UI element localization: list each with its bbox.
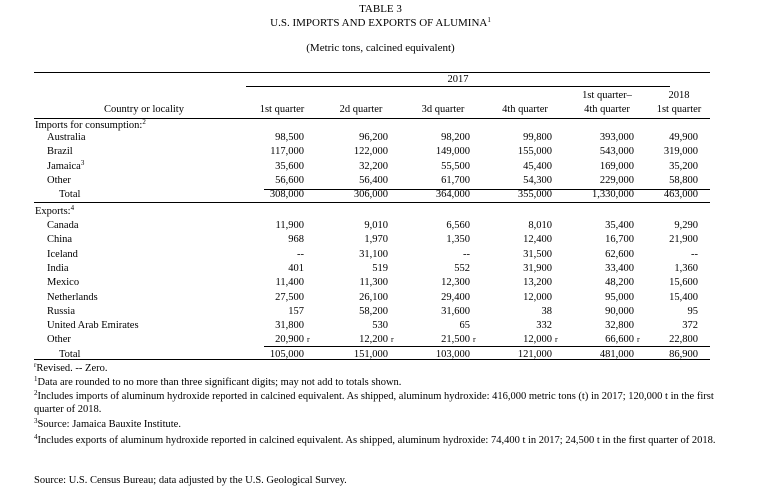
title-footnote-marker: 1 (487, 16, 491, 24)
imports-value-cell: 54,300 (523, 174, 552, 186)
exports-value-cell: 31,100 (359, 248, 388, 260)
exports-value-cell: 15,600 (669, 277, 698, 289)
exports-value-cell: 95,000 (605, 291, 634, 303)
imports-value-cell: 32,200 (359, 160, 388, 172)
revised-marker: r (555, 335, 558, 345)
imports-value-cell: 393,000 (599, 132, 634, 143)
imports-value-cell: 319,000 (663, 146, 698, 158)
exports-value-cell: 12,400 (523, 234, 552, 246)
exports-row-label: Iceland (47, 248, 78, 260)
year-2017-rule (246, 86, 670, 87)
exports-value-cell: 62,600 (605, 248, 634, 260)
imports-row-label: Other (47, 174, 71, 186)
exports-value-cell: 16,700 (605, 234, 634, 246)
q1-header: 1st quarter (259, 104, 305, 115)
exports-row-label: India (47, 262, 69, 274)
exports-section-label: Exports:$^4$ (35, 204, 75, 217)
exports-value-cell: 21,900 (669, 234, 698, 246)
exports-row-label: China (47, 234, 73, 246)
imports-value-cell: 35,200 (669, 160, 698, 172)
exports-value-cell: 157 (288, 305, 304, 317)
exports-value-cell: 552 (454, 262, 470, 274)
exports-value-cell: 27,500 (275, 291, 304, 303)
imports-row-label: Australia (47, 132, 86, 143)
imports-bottom-rule (34, 202, 710, 203)
exports-value-cell: 38 (541, 305, 552, 317)
revised-marker: r (473, 335, 476, 345)
imports-value-cell: 55,500 (441, 160, 470, 172)
exports-value-cell: 65 (459, 320, 470, 332)
exports-value-cell: 95 (687, 305, 698, 317)
exports-value-cell: 58,200 (359, 305, 388, 317)
imports-value-cell: 543,000 (599, 146, 634, 158)
range-header-line1: 1st quarter– (582, 90, 632, 101)
footnote-3: $^3$Source: Jamaica Bauxite Institute. (34, 417, 181, 430)
exports-value-cell: 481,000 (599, 348, 634, 360)
exports-value-cell: 332 (536, 320, 552, 332)
exports-value-cell: 12,000 r (523, 334, 558, 346)
imports-value-cell: 308,000 (269, 189, 304, 201)
exports-value-cell: 9,290 (674, 220, 698, 231)
exports-row-label: Other (47, 334, 71, 346)
range-header-line2: 4th quarter (584, 104, 630, 115)
exports-value-cell: 13,200 (523, 277, 552, 289)
exports-value-cell: 31,800 (275, 320, 304, 332)
exports-value-cell: 9,010 (364, 220, 388, 231)
exports-value-cell: 1,360 (674, 262, 698, 274)
exports-value-cell: 6,560 (446, 220, 470, 231)
exports-value-cell: 31,500 (523, 248, 552, 260)
table-title: U.S. IMPORTS AND EXPORTS OF ALUMINA$^1$ (270, 16, 491, 29)
imports-value-cell: 35,600 (275, 160, 304, 172)
exports-value-cell: 103,000 (435, 348, 470, 360)
q4-header: 4th quarter (502, 104, 548, 115)
exports-row-label: Netherlands (47, 291, 98, 303)
exports-value-cell: 12,300 (441, 277, 470, 289)
imports-value-cell: 45,400 (523, 160, 552, 172)
imports-value-cell: 61,700 (441, 174, 470, 186)
imports-value-cell: 56,600 (275, 174, 304, 186)
exports-row-label: Mexico (47, 277, 80, 289)
imports-value-cell: 155,000 (517, 146, 552, 158)
imports-section-label: Imports for consumption:$^2$ (35, 118, 146, 131)
revised-marker: r (637, 335, 640, 345)
exports-value-cell: 401 (288, 262, 304, 274)
exports-value-cell: 48,200 (605, 277, 634, 289)
exports-value-cell: -- (463, 248, 470, 260)
exports-value-cell: 31,600 (441, 305, 470, 317)
exports-value-cell: 33,400 (605, 262, 634, 274)
exports-value-cell: 11,300 (359, 277, 388, 289)
country-header: Country or locality (104, 104, 184, 115)
year-2017-header: 2017 (447, 74, 469, 85)
imports-value-cell: 98,200 (441, 132, 470, 143)
imports-value-cell: 122,000 (353, 146, 388, 158)
imports-value-cell: 99,800 (523, 132, 552, 143)
imports-value-cell: 58,800 (669, 174, 698, 186)
year-2018-header-line2: 1st quarter (656, 104, 702, 115)
year-2018-header-line1: 2018 (668, 90, 690, 101)
table-number: TABLE 3 (359, 3, 402, 15)
exports-value-cell: 12,200 r (359, 334, 394, 346)
source-note: Source: U.S. Census Bureau; data adjusted by the U.S. Geological Survey. (34, 475, 347, 486)
imports-value-cell: 98,500 (275, 132, 304, 143)
exports-value-cell: 31,900 (523, 262, 552, 274)
exports-value-cell: 121,000 (517, 348, 552, 360)
exports-value-cell: 32,800 (605, 320, 634, 332)
exports-row-label: Total (59, 348, 81, 360)
imports-value-cell: 56,400 (359, 174, 388, 186)
exports-value-cell: 372 (682, 320, 698, 332)
exports-value-cell: 86,900 (669, 348, 698, 360)
imports-row-label: Total (59, 189, 81, 201)
exports-value-cell: 8,010 (528, 220, 552, 231)
imports-row-label: Brazil (47, 146, 73, 158)
table-subtitle: (Metric tons, calcined equivalent) (306, 42, 455, 54)
imports-value-cell: 117,000 (270, 146, 304, 158)
footnote-2: $^2$Includes imports of aluminum hydroxide reported in calcined equivalent. As shipped, aluminum hydroxide: 416,000 metric tons (t) in 2017; 120,000 t in the first quarter of 2018. (34, 389, 714, 415)
exports-value-cell: -- (691, 248, 698, 260)
exports-value-cell: 1,350 (446, 234, 470, 246)
exports-value-cell: 968 (288, 234, 304, 246)
imports-value-cell: 1,330,000 (592, 189, 634, 201)
exports-value-cell: 15,400 (669, 291, 698, 303)
exports-row-label: Russia (47, 305, 76, 317)
exports-value-cell: 12,000 (523, 291, 552, 303)
exports-value-cell: 11,400 (275, 277, 304, 289)
header-bottom-rule (34, 118, 710, 119)
exports-value-cell: 1,970 (364, 234, 388, 246)
imports-value-cell: 364,000 (435, 189, 470, 201)
exports-value-cell: 29,400 (441, 291, 470, 303)
exports-value-cell: 519 (372, 262, 388, 274)
exports-value-cell: 90,000 (605, 305, 634, 317)
imports-value-cell: 49,900 (669, 132, 698, 143)
imports-row-label: Jamaica$^3$ (47, 158, 85, 172)
revised-marker: r (391, 335, 394, 345)
imports-value-cell: 169,000 (599, 160, 634, 172)
footnote-4: $^4$Includes exports of aluminum hydroxide reported in calcined equivalent. As shipped, aluminum hydroxide: 74,400 t in 2017; 24,500 t in the first quarter of 2018. (34, 433, 716, 446)
exports-value-cell: 22,800 (669, 334, 698, 346)
exports-row-label: Canada (47, 220, 79, 231)
revised-marker: r (307, 335, 310, 345)
exports-row-label: United Arab Emirates (47, 320, 139, 332)
exports-value-cell: 20,900 r (275, 334, 310, 346)
q3-header: 3d quarter (421, 104, 465, 115)
imports-value-cell: 229,000 (599, 174, 634, 186)
exports-value-cell: 11,900 (275, 220, 304, 231)
imports-value-cell: 463,000 (663, 189, 698, 201)
exports-value-cell: 21,500 r (441, 334, 476, 346)
exports-value-cell: 151,000 (353, 348, 388, 360)
imports-value-cell: 306,000 (353, 189, 388, 201)
footnote-revised: $^r$Revised. -- Zero. (34, 361, 108, 374)
top-rule (34, 72, 710, 73)
imports-value-cell: 96,200 (359, 132, 388, 143)
imports-value-cell: 149,000 (435, 146, 470, 158)
exports-value-cell: 26,100 (359, 291, 388, 303)
exports-value-cell: 105,000 (269, 348, 304, 360)
imports-value-cell: 355,000 (517, 189, 552, 201)
q2-header: 2d quarter (339, 104, 383, 115)
exports-value-cell: 66,600 r (605, 334, 640, 346)
exports-value-cell: 530 (372, 320, 388, 332)
footnote-1: $^1$Data are rounded to no more than three significant digits; may not add to totals shown. (34, 375, 402, 388)
exports-value-cell: -- (297, 248, 304, 260)
exports-value-cell: 35,400 (605, 220, 634, 231)
